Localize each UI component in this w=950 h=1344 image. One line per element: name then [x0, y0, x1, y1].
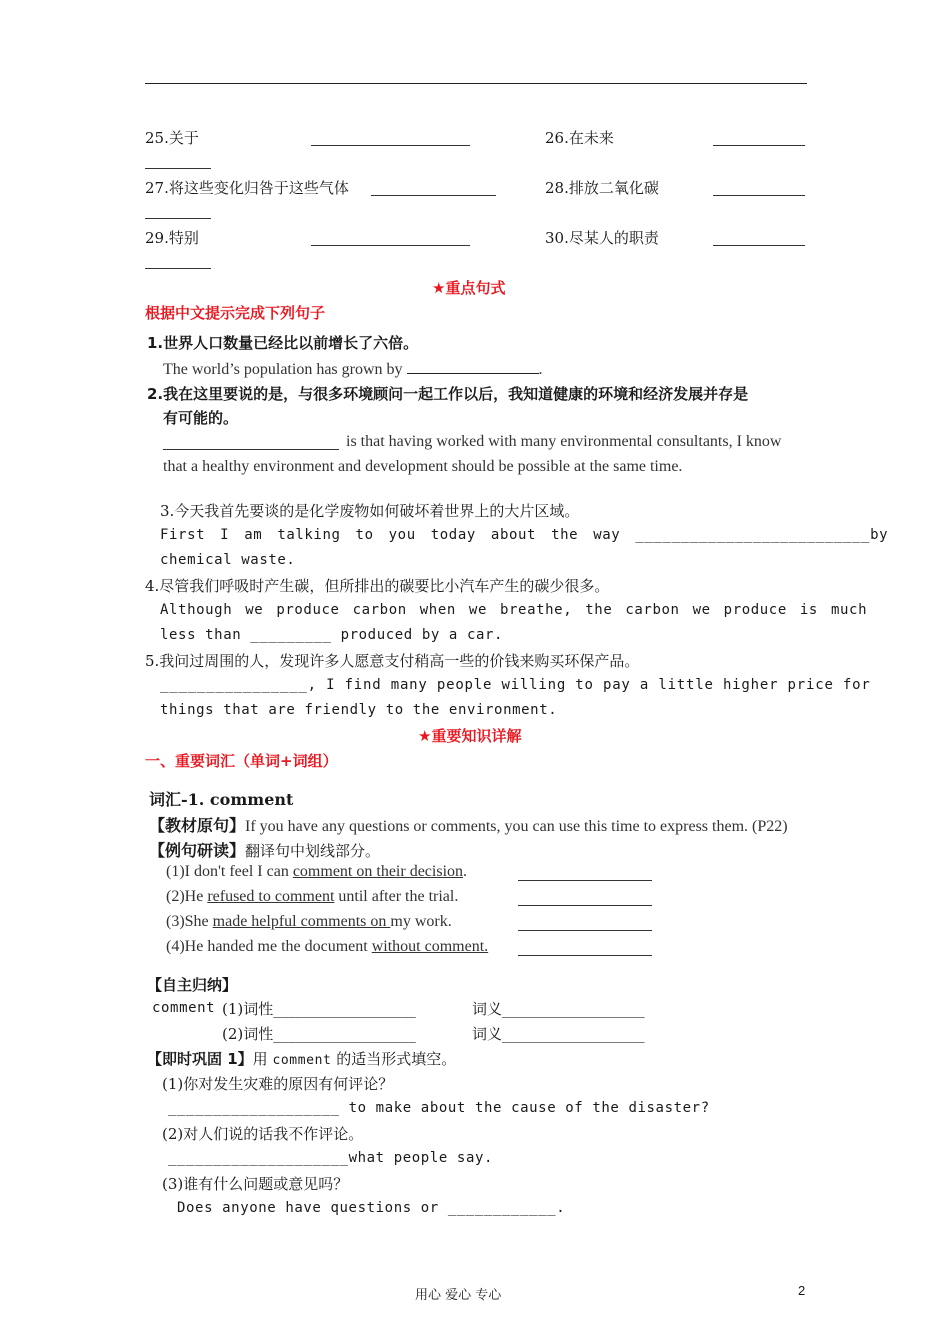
- example-1-underlined: comment on their decision: [292, 863, 464, 880]
- example-2-underlined: refused to comment: [207, 888, 335, 905]
- vocab-item-30: 30.尽某人的职责: [545, 229, 659, 247]
- sentence-5-chinese: 5.我问过周围的人，发现许多人愿意支付稍高一些的价钱来购买环保产品。: [145, 652, 640, 670]
- vocab-item-28: 28.排放二氧化碳: [545, 179, 659, 197]
- sentence-3-english-c: chemical waste.: [160, 552, 296, 568]
- example-4: [166, 938, 488, 956]
- example-2-post: until after the trial.: [334, 888, 459, 905]
- example-1: [166, 863, 467, 881]
- vocab-blank-30-cont[interactable]: [145, 268, 211, 269]
- footer-text: 用心 爱心 专心: [415, 1288, 502, 1303]
- example-1-pre: (1)I don't feel I can: [166, 863, 293, 880]
- vocab-blank-27[interactable]: [371, 195, 496, 196]
- vocab-item-29: 29.特别: [145, 229, 199, 247]
- sentence-1-chinese: 1.世界人口数量已经比以前增长了六倍。: [147, 334, 419, 352]
- example-2: [166, 888, 458, 906]
- page-number: 2: [798, 1283, 806, 1298]
- section-sentences-title: ★重点句式: [432, 279, 506, 297]
- practice-q2-chinese: (2)对人们说的话我不作评论。: [162, 1125, 364, 1143]
- vocab-blank-26-cont[interactable]: [145, 168, 211, 169]
- example-3: [166, 913, 452, 931]
- summary-tag: 【自主归纳】: [147, 976, 238, 994]
- practice-q1-chinese: (1)你对发生灾难的原因有何评论？: [162, 1075, 394, 1093]
- practice-q3-chinese: (3)谁有什么问题或意见吗？: [162, 1175, 349, 1193]
- summary-row1-pos[interactable]: (1)词性___________________: [222, 1000, 416, 1018]
- header-rule: [145, 83, 807, 84]
- summary-row1-meaning[interactable]: 词义___________________: [472, 1000, 645, 1018]
- practice-text-code: comment: [272, 1053, 332, 1068]
- practice-q1-english[interactable]: ___________________ to make about the cause of the disaster?: [168, 1100, 710, 1116]
- example-3-blank[interactable]: [518, 930, 652, 931]
- example-2-pre: (2)He: [166, 888, 208, 905]
- practice-q2-english[interactable]: ____________________what people say.: [168, 1150, 494, 1166]
- sentence-1-period: .: [538, 361, 543, 378]
- example-2-blank[interactable]: [518, 905, 652, 906]
- study-tag: 【例句研读】: [149, 841, 246, 860]
- example-1-post: .: [463, 863, 468, 880]
- practice-instruction: [147, 1048, 456, 1069]
- sentence-1-english: [163, 358, 543, 379]
- textbook-text: If you have any questions or comments, you can use this time to express them. (P22): [245, 818, 788, 835]
- sentence-3-english-text: First I am talking to you today about the way: [160, 527, 621, 543]
- practice-text-b: 的适当形式填空。: [331, 1050, 457, 1068]
- example-3-post: my work.: [390, 913, 452, 930]
- vocab-blank-25[interactable]: [311, 145, 470, 146]
- sentence-3-english-a: [160, 527, 888, 543]
- study-instruction: [149, 838, 380, 861]
- vocab-item-25: 25.关于: [145, 129, 199, 147]
- sentence-5-english-b: things that are friendly to the environment.: [160, 702, 558, 718]
- sentence-3-english-by: by: [870, 527, 889, 543]
- example-4-underlined: without comment.: [371, 938, 489, 955]
- practice-q3-english[interactable]: Does anyone have questions or ____________.: [177, 1200, 566, 1216]
- study-text: 翻译句中划线部分。: [245, 842, 381, 860]
- summary-word: comment: [152, 1000, 216, 1016]
- vocab-blank-28[interactable]: [713, 195, 805, 196]
- part-one-heading: 一、重要词汇（单词+词组）: [145, 752, 338, 770]
- example-4-pre: (4)He handed me the document: [166, 938, 372, 955]
- sentence-3-blank[interactable]: __________________________: [635, 527, 871, 543]
- example-3-pre: (3)She: [166, 913, 213, 930]
- sentence-4-english-b: less than _________ produced by a car.: [160, 627, 504, 643]
- textbook-sentence: [149, 813, 788, 836]
- vocab-item-27: 27.将这些变化归咎于这些气体: [145, 179, 349, 197]
- sentence-2-chinese-b: 有可能的。: [163, 409, 239, 427]
- vocab-blank-29[interactable]: [311, 245, 470, 246]
- sentence-2-english-a: is that having worked with many environmental consultants, I know: [346, 433, 782, 450]
- sentence-2-english-b: that a healthy environment and development should be possible at the same time.: [163, 458, 683, 475]
- word-heading: 词汇-1. comment: [149, 790, 294, 809]
- sentence-4-english-a: Although we produce carbon when we breathe, the carbon we produce is much: [160, 602, 868, 618]
- sentence-1-blank[interactable]: [407, 358, 539, 374]
- practice-tag: 【即时巩固 1】: [147, 1050, 253, 1068]
- vocab-blank-26[interactable]: [713, 145, 805, 146]
- vocab-blank-30[interactable]: [713, 245, 805, 246]
- sentence-3-chinese: 3.今天我首先要谈的是化学废物如何破坏着世界上的大片区域。: [160, 502, 580, 520]
- summary-row2-pos[interactable]: (2)词性___________________: [222, 1025, 416, 1043]
- example-1-blank[interactable]: [518, 880, 652, 881]
- practice-text-a: 用: [252, 1050, 273, 1068]
- sentence-2-chinese-a: 2.我在这里要说的是，与很多环境顾问一起工作以后，我知道健康的环境和经济发展并存是: [147, 385, 749, 403]
- summary-row2-meaning[interactable]: 词义___________________: [472, 1025, 645, 1043]
- example-3-underlined: made helpful comments on: [212, 913, 391, 930]
- vocab-item-26: 26.在未来: [545, 129, 614, 147]
- section-knowledge-title: ★重要知识详解: [418, 727, 522, 745]
- vocab-blank-28-cont[interactable]: [145, 218, 211, 219]
- sentence-5-english-a: ________________, I find many people willing to pay a little higher price for: [160, 677, 871, 693]
- example-4-blank[interactable]: [518, 955, 652, 956]
- sentence-2-blank[interactable]: [163, 449, 339, 450]
- textbook-tag: 【教材原句】: [149, 816, 246, 835]
- instruction-text: 根据中文提示完成下列句子: [145, 304, 326, 322]
- sentence-1-english-text: The world’s population has grown by: [163, 361, 403, 378]
- sentence-4-chinese: 4.尽管我们呼吸时产生碳，但所排出的碳要比小汽车产生的碳少很多。: [145, 577, 610, 595]
